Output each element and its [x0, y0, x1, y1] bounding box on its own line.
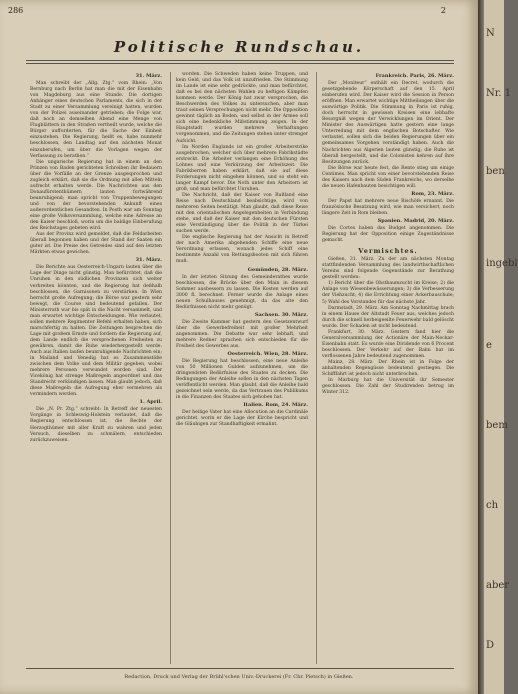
dateline: Sachsen. 30. März.: [254, 311, 308, 318]
article-paragraph: Aus der Provinz wird gemeldet, daß die Feldarbeiten überall begonnen haben und der Stand der Saaten ein guter ist. Die Preise des Getreides sind auf den letzten Märkten etwas gewichen.: [30, 232, 162, 256]
article-paragraph: Die Cortes haben das Budget angenommen. Die Regierung hat der Opposition einige Zugeständnisse gemacht.: [322, 225, 454, 244]
dateline: Rom, 23. März.: [411, 190, 454, 197]
next-page-fragment: N: [486, 28, 495, 39]
article-paragraph: Darmstadt, 29. März. Am Sonntag Nachmittag brach in einem Hause der Altstadt Feuer aus, welches jedoch durch die schnell herbeigeeilte Feuerwehr bald gelöscht wurde. Der Schaden ist nicht bedeutend.: [322, 305, 454, 329]
column-text: [322, 73, 454, 396]
article-paragraph: Mainz, 28. März. Der Rhein ist in Folge der anhaltenden Regengüsse bedeutend gestiegen. Die Schifffahrt ist jedoch nicht unterbrochen.: [322, 359, 454, 378]
next-page-fragment: ch: [486, 500, 499, 511]
section-title: Politische Rundschau.: [113, 38, 365, 56]
article-paragraph: Der heilige Vater hat eine Allocution an die Cardinäle gerichtet, worin er die Lage der Kirche bespricht und die Gläubigen zur Standhaftigkeit ermahnt.: [176, 410, 308, 428]
article-paragraph: Die Nachricht, daß der Kaiser von Rußland eine Reise nach Deutschland beabsichtige, wird von mehreren Seiten bestätigt. Man glaubt, daß diese Reise mit den orientalischen Angelegenheiten in Verbindung stehe, und daß der Kaiser mit den deutschen Fürsten eine Verständigung über die Politik in der Türkei suchen werde.: [176, 192, 308, 235]
column-1: [30, 72, 162, 664]
article-paragraph: Die englische Regierung hat der Ansicht in Betreff der nach Amerika abgehenden Schiffe eine neue Verordnung erlassen, wonach jedes Schiff eine bestimmte Anzahl von Rettungsbooten mit sich führen muß.: [176, 235, 308, 265]
article-paragraph: worden. Die Schweden haben keine Truppen, und kein Geld, und das Volk ist unzufrieden. Die Stimmung im Lande ist eine sehr gedrückte, und man befürchtet, daß es bei den nächsten Wahlen zu heftigen Kämpfen kommen werde. Der König hat zwar versprochen, die Beschwerden des Volkes zu untersuchen, aber man traut seinen Versprechungen nicht mehr. Die Opposition gewinnt täglich an Boden, und selbst in der Armee soll sich eine bedenkliche Mißstimmung zeigen. In der Hauptstadt wurden mehrere Verhaftungen vorgenommen, und die Zeitungen stehen unter strenger Aufsicht.: [176, 72, 308, 144]
dateline: Frankreich. Paris, 26. März.: [375, 73, 454, 79]
next-page-fragment: Nr. 1: [486, 88, 512, 99]
next-page-fragment: e: [486, 340, 492, 351]
column-text: [176, 72, 308, 428]
article-paragraph: In Marburg hat die Universität ihr Semester geschlossen. Die Zahl der Studirenden betrug im Winter 312.: [322, 378, 454, 396]
article-paragraph: Frankfurt, 30. März. Gestern fand hier die Generalversammlung der Actionäre der Main-Neckar-Eisenbahn statt. Es wurde eine Dividende von 6 Procent beschlossen. Der Verkehr auf der Bahn hat im verflossenen Jahre bedeutend zugenommen.: [322, 329, 454, 359]
next-page-fragment: D: [486, 640, 495, 651]
column-divider: [316, 72, 317, 664]
next-page-edge: [484, 0, 518, 694]
next-page-fragment: ingebi: [486, 258, 518, 269]
column-2: [176, 72, 308, 664]
article-paragraph: Die Regierung hat beschlossen, eine neue Anleihe von 50 Millionen Gulden aufzunehmen, um die dringendsten Bedürfnisse des Staates zu decken. Die Bedingungen der Anleihe sollen in den nächsten Tagen veröffentlicht werden. Man glaubt, daß die Anleihe bald gezeichnet sein werde, da das Vertrauen des Publikums in die Finanzen des Staates sich gehoben hat.: [176, 359, 308, 401]
article-paragraph: Der Papst hat mehrere neue Bischöfe ernannt. Die französische Besatzung wird, wie man versichert, noch längere Zeit in Rom bleiben.: [322, 198, 454, 216]
article-paragraph: Die Berichte aus Oesterreich-Ungarn lauten über die Lage der Dinge nicht günstig. Man befürchtet, daß die Unruhen in den südlichen Provinzen sich weiter verbreiten könnten, und die Regierung hat deßhalb beschlossen, die Garnisonen zu verstärken. In Wien herrscht große Aufregung; die Börse war gestern sehr bewegt, die Course sind bedeutend gefallen. Der Ministerrath war bis spät in die Nacht versammelt, und man erwartet wichtige Entscheidungen. Wie verlautet, sollen mehrere Regimenter Befehl erhalten haben, sich marschfertig zu halten. Die Zeitungen besprechen die Lage mit großem Ernste und fordern die Regierung auf, dem Lande endlich die versprochenen Freiheiten zu gewähren, damit die Ruhe wiederhergestellt werde. Auch aus Italien laufen beunruhigende Nachrichten ein; in Mailand und Venedig hat es Zusammenstöße zwischen dem Volke und dem Militär gegeben, wobei mehrere Personen verwundet worden sind. Der Vicekönig hat strenge Maßregeln angeordnet und das Standrecht verkündigen lassen. Man glaubt jedoch, daß diese Maßregeln die Aufregung eher vermehren als vermindern werden.: [30, 265, 162, 398]
dateline: 31. März.: [135, 73, 162, 79]
page-number: 286: [8, 6, 24, 15]
next-page-fragment: bem: [486, 420, 508, 431]
column-text: [30, 73, 162, 444]
dateline: Gemünden, 28. März.: [247, 266, 308, 273]
article-paragraph: Die Börse war heute fest, die Rente stieg um einige Centimes. Man spricht von einer bevorstehenden Reise des Kaisers nach dem Süden Frankreichs, wo derselbe die neuen Hafenbauten besichtigen will.: [322, 165, 454, 189]
article-paragraph: Die Zweite Kammer hat gestern den Gesetzentwurf über die Gewerbefreiheit mit großer Mehrheit angenommen. Die Debatte war sehr lebhaft, und mehrere Redner sprachen sich entschieden für die Freiheit des Gewerbes aus.: [176, 319, 308, 349]
article-paragraph: In der letzten Sitzung des Gemeinderathes wurde beschlossen, die Brücke über den Main in diesem Sommer ausbessern zu lassen. Die Kosten werden auf 3000 fl. berechnet. Ferner wurde die Anlage eines neuen Schulhauses genehmigt, da das alte den Bedürfnissen nicht mehr genügt.: [176, 274, 308, 310]
next-page-fragment: ben: [486, 166, 505, 177]
dateline: Oesterreich. Wien, 28. März.: [227, 351, 308, 358]
imprint-footer: Redaction, Druck und Verlag der Brühl'schen Univ.-Druckerei (Fr. Chr. Pietsch) in Gießen.: [124, 674, 354, 680]
column-3: [322, 72, 454, 664]
corner-mark: 2: [440, 6, 446, 15]
dateline: 31. März.: [135, 257, 162, 264]
article-paragraph: Gießen, 31. März. Zu der am nächsten Montag stattfindenden Versammlung des landwirthschaftlichen Vereins sind folgende Gegenstände zur Berathung gestellt worden:: [322, 257, 454, 281]
title-rule-bottom: [26, 63, 454, 64]
article-paragraph: Der „Moniteur“ enthält ein Decret, wodurch die gesetzgebende Körperschaft auf den 15. April einberufen wird. Der Kaiser wird die Session in Person eröffnen. Man erwartet wichtige Mittheilungen über die auswärtige Politik. Die Stimmung in Paris ist ruhig, doch herrscht in gewissen Kreisen eine lebhafte Besorgniß wegen der Verwicklungen im Orient. Der Minister des Auswärtigen hatte gestern eine lange Unterredung mit dem englischen Botschafter. Wie verlautet, sollen sich die beiden Regierungen über ein gemeinsames Vorgehen verständigt haben. Auch die Nachrichten aus Algerien lauten günstig; die Ruhe ist überall hergestellt, und die Colonisten kehren auf ihre Besitzungen zurück.: [322, 81, 454, 165]
article-paragraph: 1) Bericht über die Obstbaumzucht im Kreise; 2) die Anlage von Wiesenbewässerungen; 3) die Verbesserung der Viehzucht; 4) die Errichtung einer Ackerbauschule; 5) Wahl des Vorstandes für das nächste Jahr.: [322, 281, 454, 305]
section-heading: Vermischtes.: [358, 247, 418, 256]
article-paragraph: Die ungarische Regierung hat in einem an den Prinzen von Baden gerichteten Schreiben ihr Bedauern über die Vorfälle an der Grenze ausgesprochen und zugleich erklärt, daß sie die Ordnung mit allen Mitteln aufrecht erhalten werde. Die Nachrichten aus den Donaufürstenthümern lauten fortwährend beunruhigend; man spricht von Truppenbewegungen und von der bevorstehenden Ankunft eines außerordentlichen Gesandten. In Pesth war am Sonntag eine große Volksversammlung, welche eine Adresse an den Kaiser beschloß, worin um die baldige Einberufung des Reichstages gebeten wird.: [30, 159, 162, 232]
next-page-fragment: aber: [486, 580, 510, 591]
footer-rule: [26, 668, 454, 669]
dateline: Italien. Rom, 24. März.: [243, 402, 308, 409]
article-paragraph: Man schreibt der „Allg. Ztg.“ vom Rhein: „Von Bernburg nach Berlin hat man die mit der Eisenbahn von Magdeburg aus eine Stunde. Die dortigen Anhänger eines deutschen Parlaments, die sich in der Stadt zu einer Versammlung vereinigt hatten, wurden von der Polizei auseinander getrieben; die Folge war, daß noch an demselben Abend eine Menge von Flugblättern in den Straßen vertheilt wurde, welche die Bürger aufforderten, für die Sache der Einheit einzustehen. Die Regierung, heißt es, habe nunmehr beschlossen, den Landtag auf den nächsten Monat einzuberufen, um über die Vorlagen wegen der Verfassung zu berathen.“: [30, 81, 162, 159]
column-divider: [170, 72, 171, 664]
dateline: Spanien. Madrid, 20. März.: [377, 217, 454, 224]
article-paragraph: Die „N. Pr. Ztg.“ schreibt: In Betreff der neuesten Vorgänge in Schleswig-Holstein verlautet, daß die Regierung entschlossen ist, die Rechte der Herzogthümer mit aller Kraft zu wahren und jeden Versuch, dieselben zu schmälern, entschieden zurückzuweisen.: [30, 407, 162, 443]
dateline: 1. April.: [139, 399, 162, 406]
title-rule-top: [26, 60, 454, 61]
article-paragraph: Im Norden Englands ist ein großer Arbeiterstrike ausgebrochen, welcher sich über mehrere Fabrikstädte erstreckt. Die Arbeiter verlangen eine Erhöhung des Lohnes und eine Verkürzung der Arbeitszeit. Die Fabrikherren haben erklärt, daß sie auf diese Forderungen nicht eingehen können, und so steht ein langer Kampf bevor. Die Noth unter den Arbeitern ist groß, und man befürchtet Unruhen.: [176, 144, 308, 192]
